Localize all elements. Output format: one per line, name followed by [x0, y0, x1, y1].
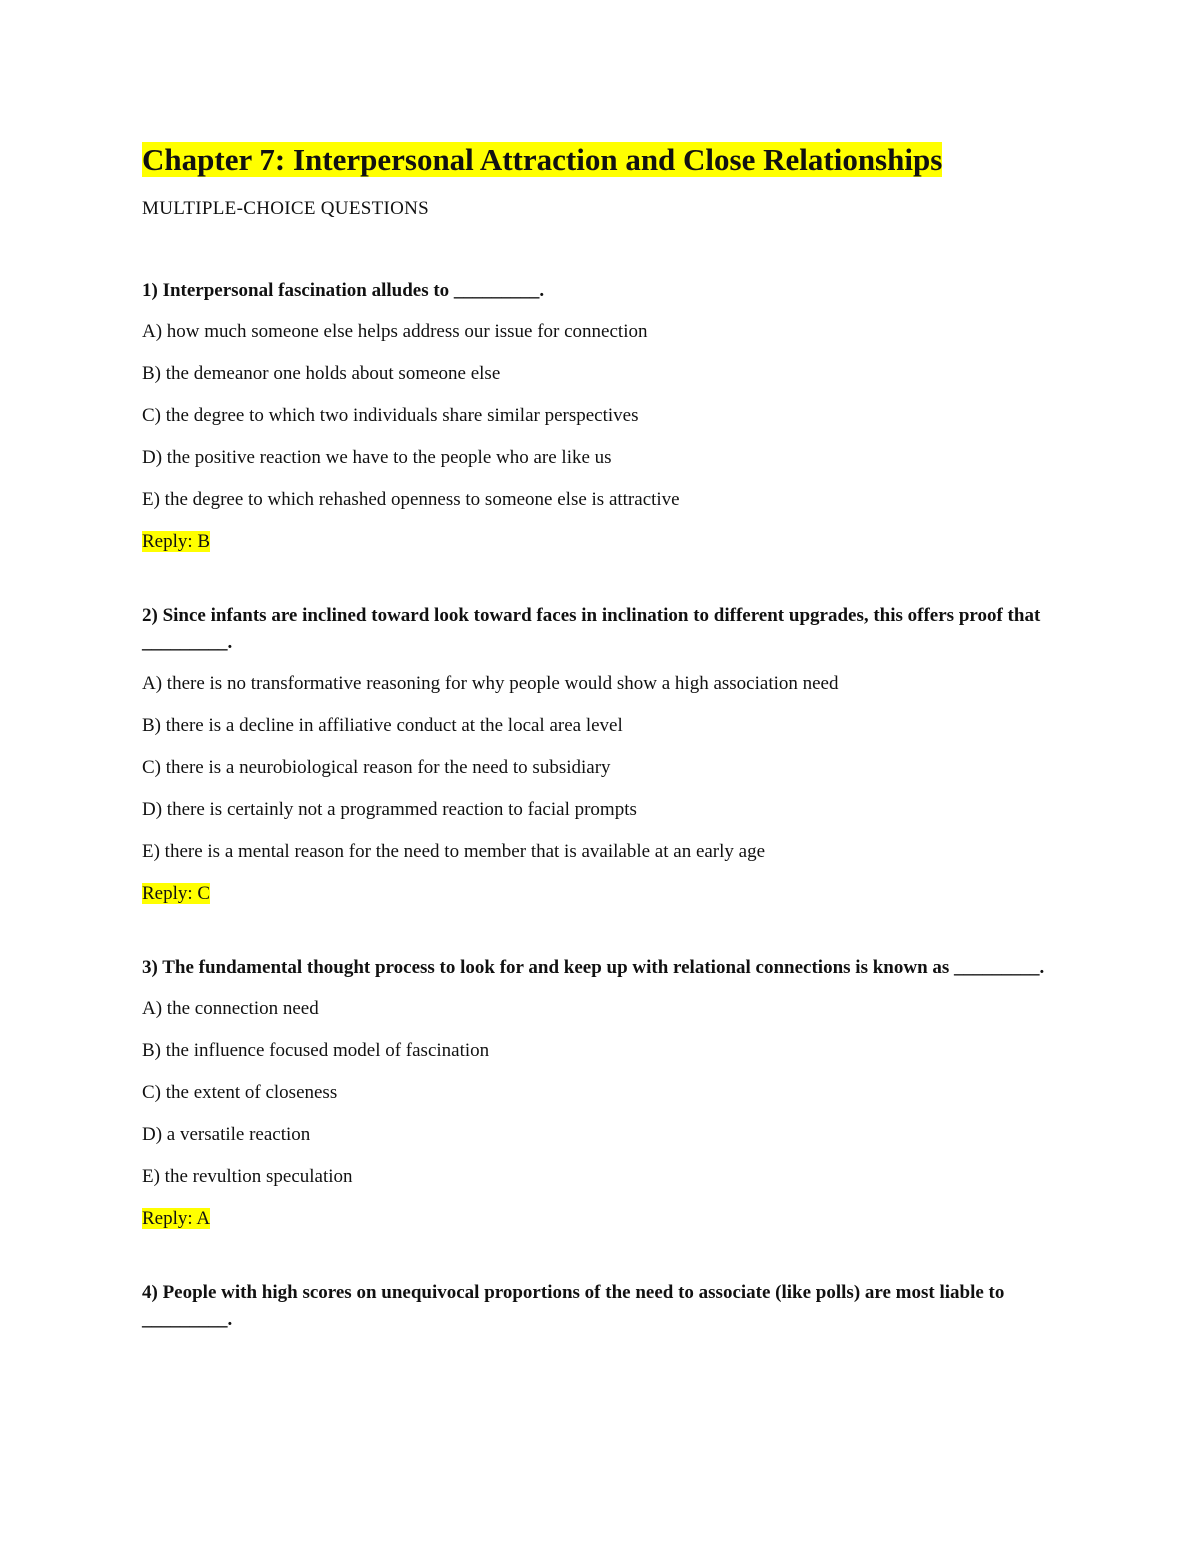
answer-highlight: Reply: C [142, 883, 211, 904]
option-d: D) there is certainly not a programmed reaction to facial prompts [142, 799, 637, 820]
question-stem: 1) Interpersonal fascination alludes to _________. [142, 280, 545, 301]
option-b: B) the influence focused model of fascination [142, 1040, 490, 1061]
title-highlight: Chapter 7: Interpersonal Attraction and Close Relationships [142, 142, 943, 177]
question-stem: 3) The fundamental thought process to look for and keep up with relational connections is known as _________. [142, 957, 1045, 978]
document-page [142, 140, 1082, 1347]
option-a: A) how much someone else helps address our issue for connection [142, 321, 648, 342]
option-b: B) there is a decline in affiliative conduct at the local area level [142, 715, 623, 736]
question-stem: 2) Since infants are inclined toward look toward faces in inclination to different upgrades, this offers proof that _________. [142, 605, 1041, 653]
answer-reply [142, 1205, 1082, 1233]
option-c: C) the extent of closeness [142, 1082, 338, 1103]
question-3 [142, 954, 1082, 1233]
option-c: C) there is a neurobiological reason for the need to subsidiary [142, 757, 611, 778]
option-a: A) there is no transformative reasoning for why people would show a high association need [142, 673, 839, 694]
question-4 [142, 1279, 1082, 1333]
option-c: C) the degree to which two individuals share similar perspectives [142, 405, 639, 426]
answer-reply [142, 880, 1082, 908]
option-d: D) a versatile reaction [142, 1124, 311, 1145]
option-d: D) the positive reaction we have to the people who are like us [142, 447, 612, 468]
question-2 [142, 602, 1082, 908]
option-e: E) there is a mental reason for the need to member that is available at an early age [142, 841, 766, 862]
question-stem: 4) People with high scores on unequivocal proportions of the need to associate (like polls) are most liable to _________. [142, 1282, 1005, 1330]
answer-highlight: Reply: A [142, 1208, 211, 1229]
section-heading: MULTIPLE-CHOICE QUESTIONS [142, 198, 430, 219]
option-e: E) the degree to which rehashed openness to someone else is attractive [142, 489, 680, 510]
page-title [142, 140, 1082, 180]
option-e: E) the revultion speculation [142, 1166, 353, 1187]
answer-reply [142, 528, 1082, 556]
answer-highlight: Reply: B [142, 531, 211, 552]
option-a: A) the connection need [142, 998, 319, 1019]
option-b: B) the demeanor one holds about someone else [142, 363, 501, 384]
question-1 [142, 277, 1082, 556]
